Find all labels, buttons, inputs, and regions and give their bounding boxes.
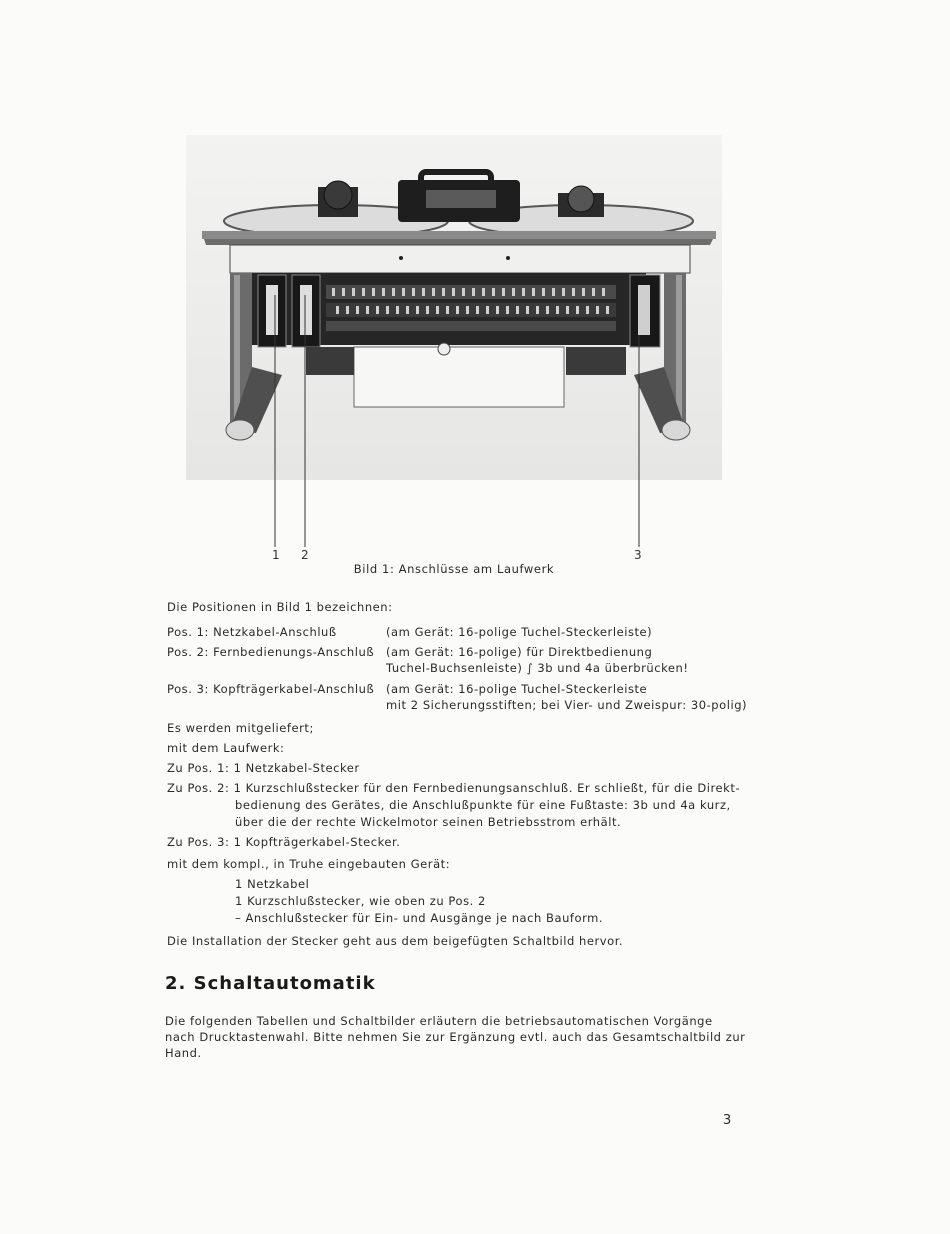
tape-deck-photo xyxy=(186,135,722,555)
callout-3: 3 xyxy=(634,548,642,562)
supplied-item-2: 1 Kurzschlußstecker, wie oben zu Pos. 2 xyxy=(235,894,486,908)
supplied-with-device: mit dem kompl., in Truhe eingebauten Gerät: xyxy=(167,857,451,871)
pos2-desc-line2: Tuchel-Buchsenleiste) ∫ 3b und 4a überbrücken! xyxy=(386,661,689,675)
pos1-desc: (am Gerät: 16-polige Tuchel-Steckerleiste) xyxy=(386,625,653,639)
section-para-line3: Hand. xyxy=(165,1046,202,1060)
supplied-zu3: Zu Pos. 3: 1 Kopfträgerkabel-Stecker. xyxy=(167,835,401,849)
supplied-zu2-line2: bedienung des Gerätes, die Anschlußpunkte für eine Fußtaste: 3b und 4a kurz, xyxy=(235,798,731,812)
section-heading: 2. Schaltautomatik xyxy=(165,973,376,994)
pos3-desc-line2: mit 2 Sicherungsstiften; bei Vier- und Zweispur: 30-polig) xyxy=(386,698,748,712)
callout-2: 2 xyxy=(301,548,309,562)
supplied-item-1: 1 Netzkabel xyxy=(235,877,310,891)
page-number: 3 xyxy=(723,1113,732,1128)
pos3-label: Pos. 3: Kopfträgerkabel-Anschluß xyxy=(167,682,375,696)
pos2-label: Pos. 2: Fernbedienungs-Anschluß xyxy=(167,645,375,659)
supplied-line1: Es werden mitgeliefert; xyxy=(167,721,314,735)
figure-caption: Bild 1: Anschlüsse am Laufwerk xyxy=(353,562,555,576)
intro-text: Die Positionen in Bild 1 bezeichnen: xyxy=(167,600,393,614)
section-para-line1: Die folgenden Tabellen und Schaltbilder erläutern die betriebsautomatischen Vorgänge xyxy=(165,1014,713,1028)
section-para-line2: nach Drucktastenwahl. Bitte nehmen Sie zur Ergänzung evtl. auch das Gesamtschaltbild zur xyxy=(165,1030,746,1044)
supplied-zu2-line1: Zu Pos. 2: 1 Kurzschlußstecker für den Fernbedienungsanschluß. Er schließt, für die Direkt- xyxy=(167,781,741,795)
install-note: Die Installation der Stecker geht aus dem beigefügten Schaltbild hervor. xyxy=(167,934,624,948)
pos2-desc-line1: (am Gerät: 16-polige) für Direktbedienung xyxy=(386,645,653,659)
supplied-zu2-line3: über die der rechte Wickelmotor seinen Betriebsstrom erhält. xyxy=(235,815,622,829)
callout-1: 1 xyxy=(272,548,280,562)
supplied-line2: mit dem Laufwerk: xyxy=(167,741,285,755)
supplied-item-3: – Anschlußstecker für Ein- und Ausgänge je nach Bauform. xyxy=(235,911,604,925)
supplied-zu1: Zu Pos. 1: 1 Netzkabel-Stecker xyxy=(167,761,360,775)
pos3-desc-line1: (am Gerät: 16-polige Tuchel-Steckerleiste xyxy=(386,682,648,696)
pos1-label: Pos. 1: Netzkabel-Anschluß xyxy=(167,625,337,639)
